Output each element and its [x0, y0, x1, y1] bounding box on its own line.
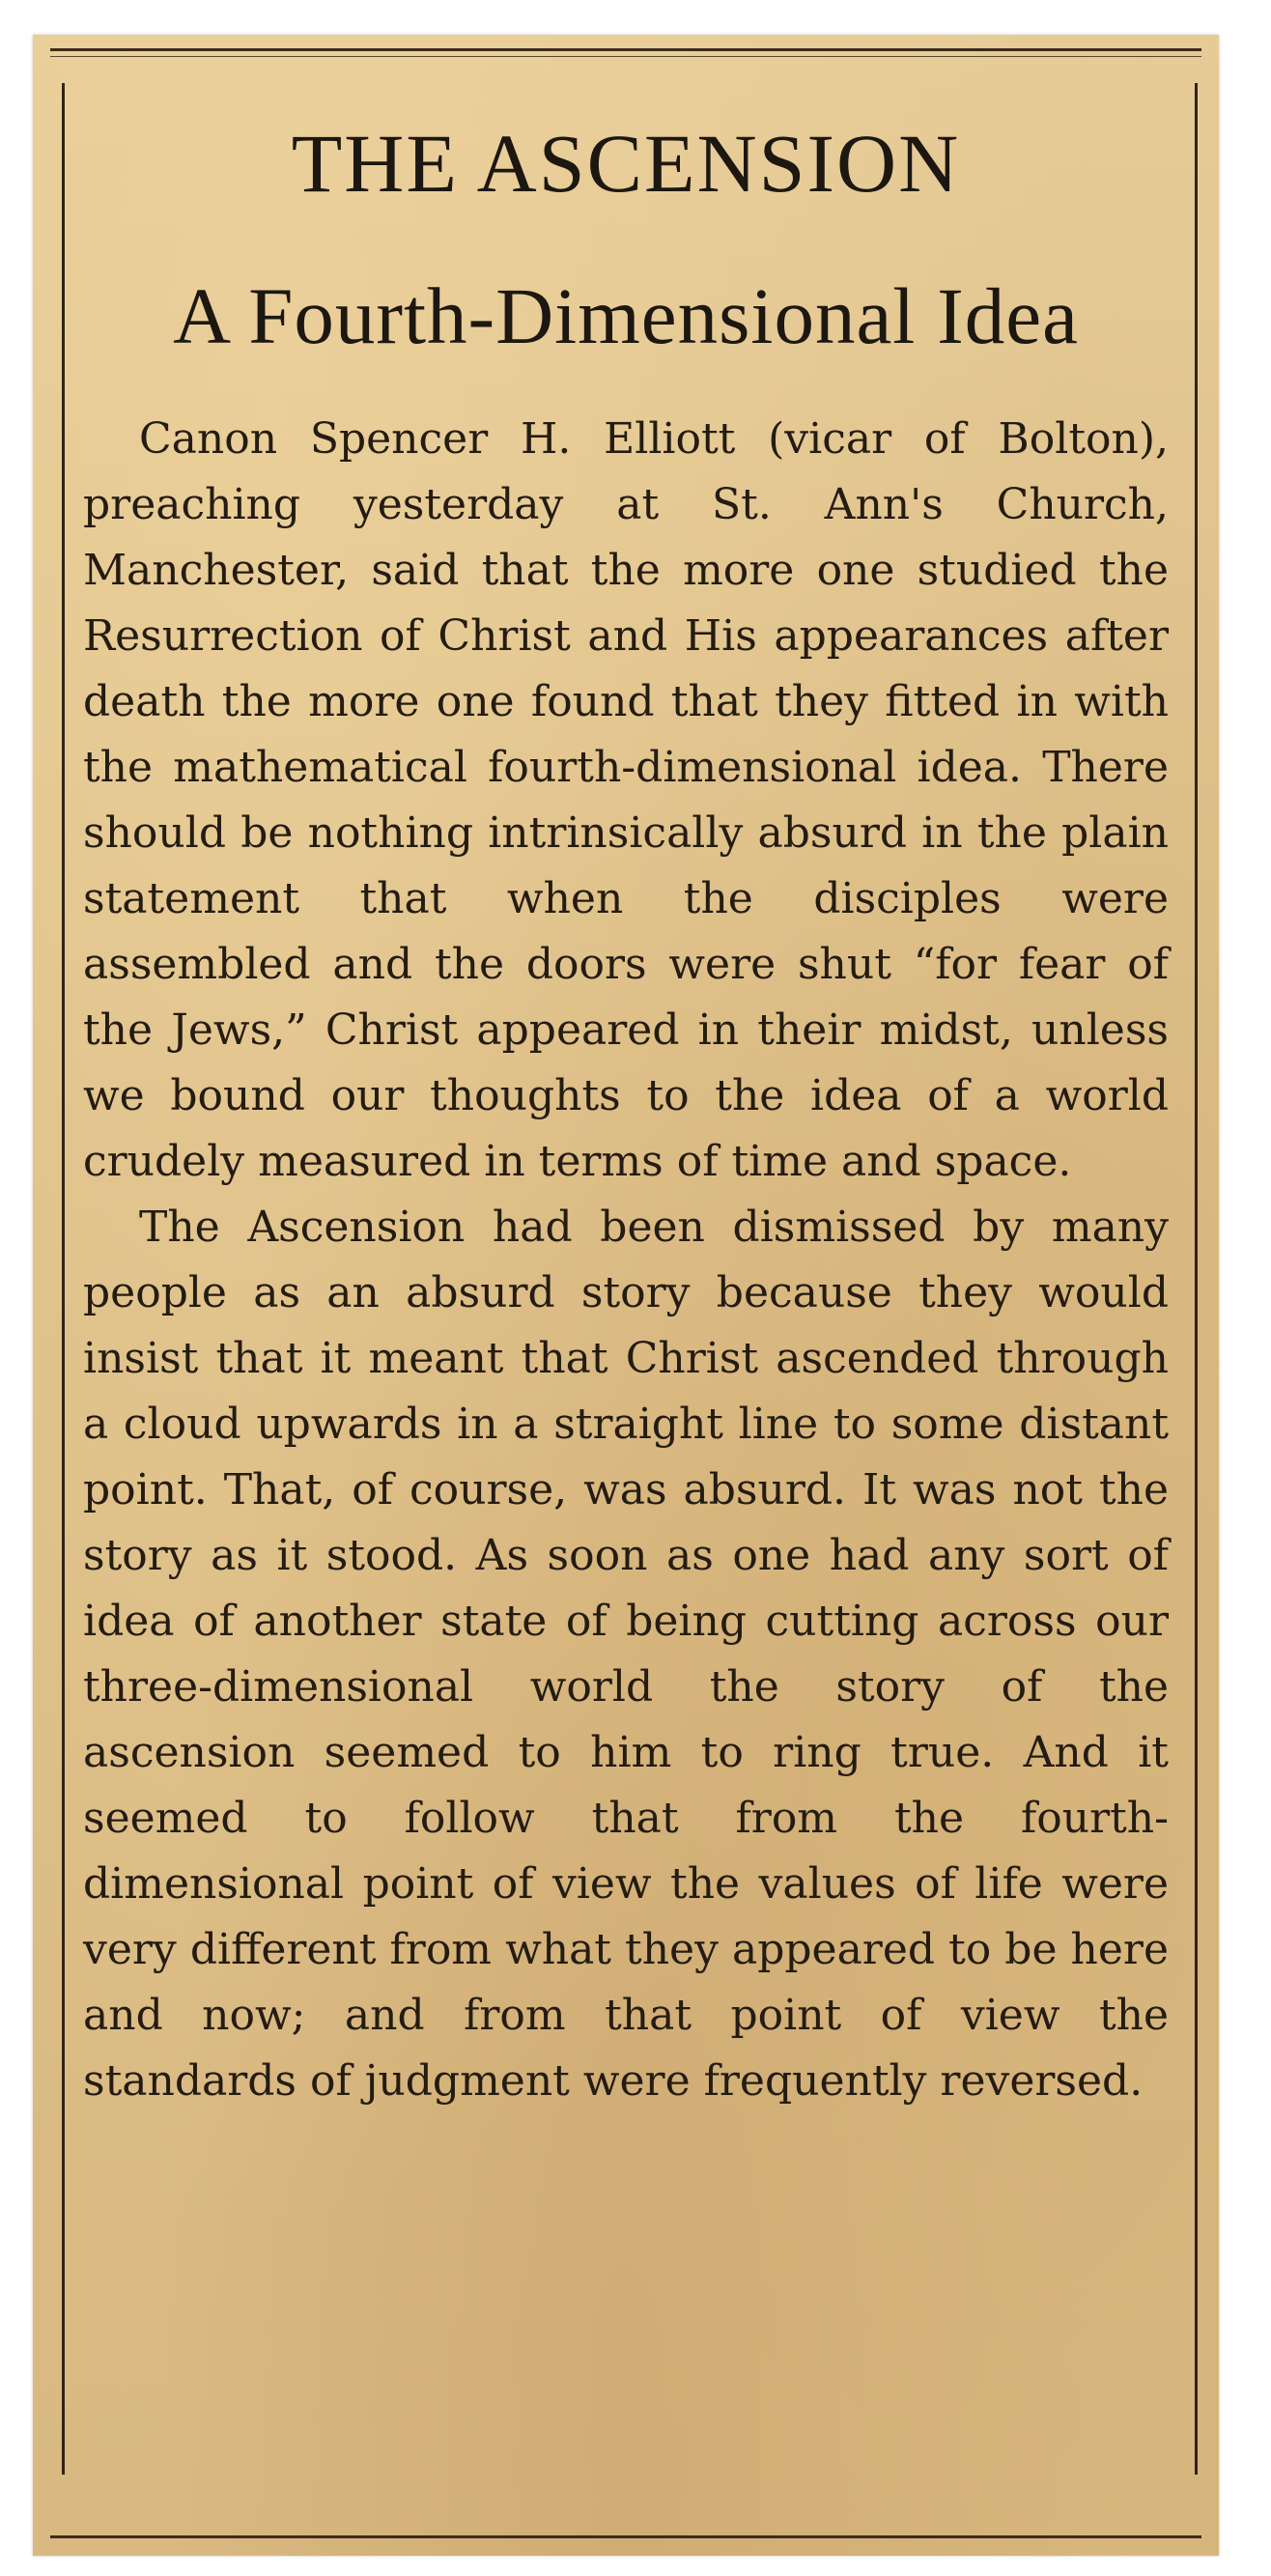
paragraph-2: The Ascension had been dismissed by many people as an absurd story because they would insist that it meant that Christ ascended through a cloud upwards in a straight line to some distant point. That, of course, was absurd. It was not the story as it stood. As soon as one had any sort of idea of another state of being cutting across our three-dimensional world the story of the ascension seemed to him to ring true. And it seemed to follow that from the fourth-dimensional point of view the values of life were very different from what they appeared to be here and now; and from that point of view the standards of judgment were frequently reversed.: [83, 1203, 1169, 2106]
newspaper-clipping: [33, 35, 1219, 2556]
top-rule: [50, 48, 1201, 51]
subheadline: A Fourth-Dimensional Idea: [173, 271, 1079, 360]
top-rule-thin: [50, 56, 1201, 57]
left-column-rule: [62, 83, 65, 2475]
headline: THE ASCENSION: [291, 117, 961, 210]
paragraph-1: Canon Spencer H. Elliott (vicar of Bolton), preaching yesterday at St. Ann's Church, Manchester, said that the more one studied the Resurrection of Christ and His appearances after death the more one found that they fitted in with the mathematical fourth-dimensional idea. There should be nothing intrinsically absurd in the plain statement that when the disciples were assembled and the doors were shut “for fear of the Jews,” Christ appeared in their midst, unless we bound our thoughts to the idea of a world crudely measured in terms of time and space.: [83, 414, 1169, 1186]
article-body: [83, 407, 1169, 2114]
bottom-rule: [50, 2535, 1201, 2538]
right-column-rule: [1195, 83, 1198, 2475]
